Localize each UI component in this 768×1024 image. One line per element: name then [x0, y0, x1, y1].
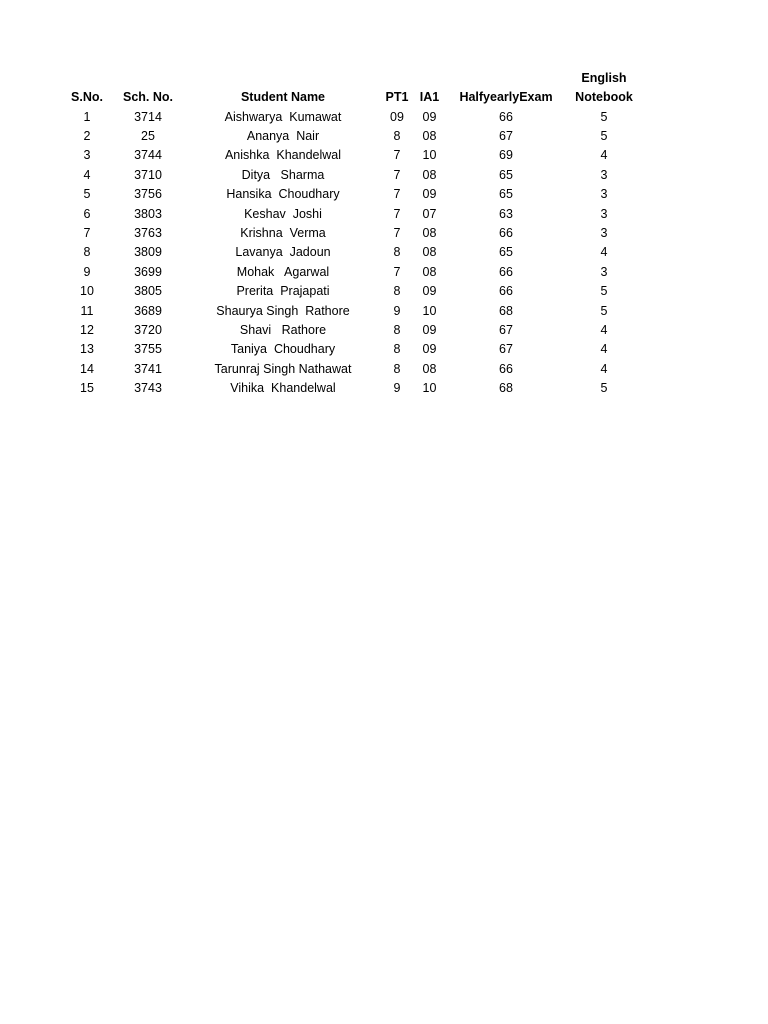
cell-student-name: Aishwarya Kumawat — [224, 109, 342, 124]
cell-ia1: 08 — [422, 361, 437, 376]
cell-sno: 1 — [83, 109, 91, 124]
cell-sch-no: 3699 — [134, 264, 162, 279]
header-sch-no: Sch. No. — [122, 90, 173, 104]
cell-sno: 7 — [83, 225, 91, 240]
header-pt1: PT1 — [385, 90, 409, 104]
header-blank — [443, 68, 569, 88]
cell-sno: 13 — [80, 342, 94, 357]
cell-ia1: 09 — [422, 342, 437, 357]
table-row — [66, 166, 639, 185]
cell-pt1: 8 — [393, 342, 401, 357]
cell-pt1: 7 — [393, 264, 401, 279]
header-sno: S.No. — [71, 90, 103, 104]
header-blank — [188, 68, 378, 88]
cell-notebook: 4 — [600, 245, 608, 260]
cell-pt1: 9 — [393, 303, 401, 318]
header-blank — [66, 68, 108, 88]
table-row — [66, 243, 639, 262]
cell-halfyearly: 65 — [499, 245, 513, 260]
cell-notebook: 3 — [600, 264, 608, 279]
table-body — [66, 108, 639, 399]
cell-sch-no: 3689 — [134, 303, 162, 318]
table-row — [66, 224, 639, 243]
cell-sno: 11 — [80, 303, 94, 318]
cell-ia1: 07 — [422, 206, 437, 221]
cell-notebook: 4 — [600, 361, 608, 376]
cell-ia1: 09 — [422, 187, 437, 202]
cell-sch-no: 25 — [141, 128, 155, 143]
cell-sch-no: 3744 — [134, 148, 162, 163]
table-row — [66, 108, 639, 127]
table-row — [66, 146, 639, 165]
cell-sno: 6 — [83, 206, 91, 221]
cell-halfyearly: 65 — [499, 167, 513, 182]
cell-notebook: 3 — [600, 206, 608, 221]
cell-sch-no: 3710 — [134, 167, 162, 182]
cell-sno: 10 — [80, 284, 94, 299]
cell-pt1: 8 — [393, 128, 401, 143]
cell-pt1: 8 — [393, 322, 401, 337]
cell-ia1: 10 — [422, 381, 437, 396]
header-blank — [378, 68, 416, 88]
cell-halfyearly: 66 — [499, 361, 513, 376]
table-row — [66, 340, 639, 359]
cell-notebook: 4 — [600, 342, 608, 357]
cell-halfyearly: 66 — [499, 109, 513, 124]
cell-pt1: 7 — [393, 167, 401, 182]
cell-notebook: 4 — [600, 148, 608, 163]
cell-ia1: 10 — [422, 148, 437, 163]
cell-ia1: 08 — [422, 128, 437, 143]
cell-student-name: Taniya Choudhary — [230, 342, 336, 357]
cell-sch-no: 3763 — [134, 225, 162, 240]
cell-ia1: 09 — [422, 284, 437, 299]
cell-student-name: Lavanya Jadoun — [235, 245, 331, 260]
cell-notebook: 5 — [600, 284, 608, 299]
cell-pt1: 7 — [393, 148, 401, 163]
header-halfyearly: HalfyearlyExam — [459, 90, 553, 104]
cell-ia1: 08 — [422, 167, 437, 182]
cell-notebook: 3 — [600, 167, 608, 182]
header-english: English — [581, 71, 627, 85]
cell-sno: 14 — [80, 361, 94, 376]
cell-halfyearly: 67 — [499, 128, 513, 143]
header-notebook: Notebook — [575, 90, 633, 104]
table-row — [66, 321, 639, 340]
cell-ia1: 08 — [422, 245, 437, 260]
cell-student-name: Krishna Verma — [240, 225, 326, 240]
cell-sno: 4 — [83, 167, 91, 182]
cell-ia1: 08 — [422, 225, 437, 240]
cell-student-name: Ananya Nair — [246, 128, 320, 143]
cell-notebook: 5 — [600, 128, 608, 143]
header-row — [66, 88, 639, 108]
cell-notebook: 3 — [600, 187, 608, 202]
cell-sch-no: 3755 — [134, 342, 162, 357]
cell-pt1: 8 — [393, 284, 401, 299]
cell-sno: 12 — [80, 322, 94, 337]
cell-halfyearly: 63 — [499, 206, 513, 221]
cell-student-name: Shavi Rathore — [239, 322, 327, 337]
cell-ia1: 08 — [422, 264, 437, 279]
cell-sch-no: 3805 — [134, 284, 162, 299]
cell-student-name: Vihika Khandelwal — [230, 381, 336, 396]
table-row — [66, 205, 639, 224]
cell-sno: 5 — [83, 187, 91, 202]
cell-student-name: Tarunraj Singh Nathawat — [214, 361, 352, 376]
cell-pt1: 8 — [393, 245, 401, 260]
header-blank — [416, 68, 443, 88]
cell-pt1: 9 — [393, 381, 401, 396]
cell-ia1: 09 — [422, 109, 437, 124]
cell-sch-no: 3743 — [134, 381, 162, 396]
table-row — [66, 282, 639, 301]
cell-sch-no: 3809 — [134, 245, 162, 260]
cell-sno: 8 — [83, 245, 91, 260]
table-row — [66, 127, 639, 146]
cell-sch-no: 3714 — [134, 109, 162, 124]
cell-sch-no: 3803 — [134, 206, 162, 221]
marks-table — [66, 68, 639, 399]
cell-student-name: Ditya Sharma — [241, 167, 325, 182]
cell-sch-no: 3741 — [134, 361, 162, 376]
cell-sch-no: 3720 — [134, 322, 162, 337]
cell-ia1: 10 — [422, 303, 437, 318]
cell-pt1: 7 — [393, 225, 401, 240]
cell-halfyearly: 68 — [499, 303, 513, 318]
cell-sno: 3 — [83, 148, 91, 163]
cell-halfyearly: 67 — [499, 322, 513, 337]
cell-student-name: Mohak Agarwal — [236, 264, 330, 279]
cell-notebook: 4 — [600, 322, 608, 337]
cell-halfyearly: 68 — [499, 381, 513, 396]
cell-halfyearly: 67 — [499, 342, 513, 357]
cell-sno: 2 — [83, 128, 91, 143]
cell-halfyearly: 66 — [499, 225, 513, 240]
table-row — [66, 360, 639, 379]
cell-halfyearly: 65 — [499, 187, 513, 202]
cell-halfyearly: 69 — [499, 148, 513, 163]
cell-student-name: Hansika Choudhary — [226, 187, 340, 202]
cell-pt1: 09 — [390, 109, 404, 124]
table-row — [66, 263, 639, 282]
cell-notebook: 5 — [600, 109, 608, 124]
cell-sno: 15 — [80, 381, 94, 396]
table-row — [66, 379, 639, 398]
cell-notebook: 5 — [600, 381, 608, 396]
cell-pt1: 7 — [393, 206, 401, 221]
cell-ia1: 09 — [422, 322, 437, 337]
cell-student-name: Keshav Joshi — [244, 206, 322, 221]
table-row — [66, 185, 639, 204]
header-blank — [108, 68, 188, 88]
cell-pt1: 7 — [393, 187, 401, 202]
cell-student-name: Shaurya Singh Rathore — [216, 303, 350, 318]
cell-student-name: Anishka Khandelwal — [224, 148, 342, 163]
cell-sch-no: 3756 — [134, 187, 162, 202]
header-student-name: Student Name — [240, 90, 326, 104]
cell-halfyearly: 66 — [499, 264, 513, 279]
cell-notebook: 5 — [600, 303, 608, 318]
marks-sheet — [66, 68, 639, 399]
cell-sno: 9 — [83, 264, 91, 279]
cell-student-name: Prerita Prajapati — [236, 284, 330, 299]
cell-halfyearly: 66 — [499, 284, 513, 299]
header-ia1: IA1 — [419, 90, 440, 104]
cell-pt1: 8 — [393, 361, 401, 376]
table-row — [66, 302, 639, 321]
header-row-top — [66, 68, 639, 88]
cell-notebook: 3 — [600, 225, 608, 240]
